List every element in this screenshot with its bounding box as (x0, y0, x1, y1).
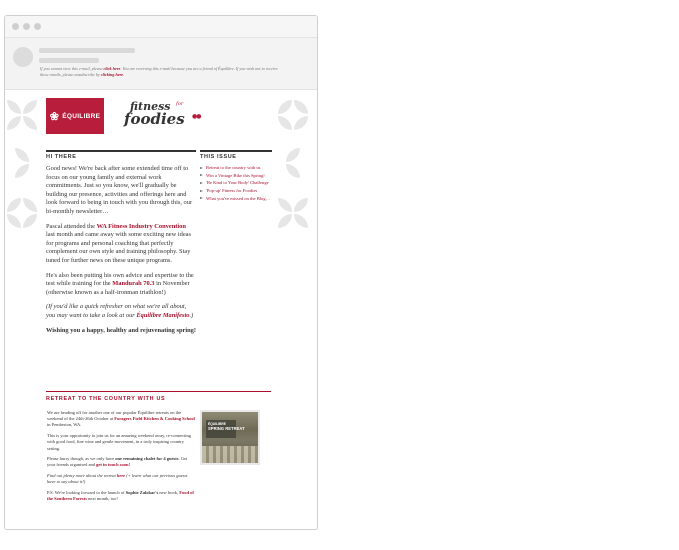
mandurah-link[interactable]: Mandurah 70.3 (112, 280, 155, 288)
cherries-icon: ●● (192, 113, 201, 120)
photo-caption-title: SPRING RETREAT (208, 426, 245, 431)
manifesto-paragraph: (If you'd like a quick refresher on what we're all about, you may want to take a look at our Équilibre Manifesto.) (46, 303, 194, 319)
retreat-paragraph-4: Find out plenty more about the retreat here (+ learn what our previous guests have to say about it!) (47, 473, 188, 485)
this-issue-heading: THIS ISSUE (200, 150, 272, 160)
intro-paragraph: Good news! We're back after some extended time off to focus on our young family and external work commitments. Just so you know, we'll gradually be building our presence, activities and offerings here and look forward to being in touch with you through this, our bi-monthly newsletter… (46, 165, 193, 215)
equilibre-mark-icon: ❀ (49, 110, 60, 123)
retreat-here-link[interactable]: here (116, 473, 126, 479)
book-link[interactable]: Food of the Southern Forests (47, 490, 194, 502)
unsubscribe-link[interactable]: clicking here (100, 72, 124, 77)
decorative-pattern-right (274, 98, 316, 248)
sender-avatar (13, 47, 33, 67)
window-title-bar (5, 16, 317, 38)
main-column (46, 165, 196, 341)
preheader-text: If you cannot view this e-mail, please click here. You are receiving this e-mail because you are a friend of Équilibre. If you wish not to receive these emails, please unsubscribe by clicking here. (40, 66, 278, 77)
retreat-paragraph-1: We are heading off for another one of our popular Équilibre retreats on the weekend of the 24th-26th October at Foragers Field Kitchen & Cooking School in Pemberton, WA. (47, 410, 195, 428)
convention-paragraph: Pascal attended the WA Fitness Industry Convention last month and came away with some exciting new ideas for programs and personal coaching that perfectly complement our own style and training philosophy. Stay tuned for further news on these unique programs. (46, 222, 191, 264)
issue-link-challenge[interactable]: 'Be Kind to Your Body' Challenge (200, 180, 272, 186)
issue-link-blog[interactable]: What you've missed on the Blog… (200, 196, 272, 202)
main-heading: HI THERE (46, 150, 196, 160)
fitness-for-foodies-logo[interactable] (124, 99, 214, 133)
window-minimize-dot[interactable] (23, 23, 30, 30)
subject-placeholder-line (39, 58, 99, 63)
decorative-pattern-left (5, 98, 41, 248)
foragers-link[interactable]: Foragers Field Kitchen & Cooking School (114, 416, 195, 422)
closing-paragraph: Wishing you a happy, healthy and rejuvenating spring! (46, 326, 196, 334)
manifesto-link[interactable]: Équilibre Manifesto (136, 311, 190, 319)
retreat-paragraph-5: P.S. We're looking forward to the launch of Sophie Zalokar's new book, Food of the Southern Forests next month, too! (47, 490, 194, 502)
issue-link-popup-fitness[interactable]: 'Pop-up' Fitness for Foodies (200, 188, 272, 194)
convention-link[interactable]: WA Fitness Industry Convention (96, 222, 186, 230)
logo-for-text: for (176, 101, 184, 107)
window-close-dot[interactable] (12, 23, 19, 30)
equilibre-logo[interactable] (46, 98, 104, 134)
retreat-heading: RETREAT TO THE COUNTRY WITH US (46, 391, 271, 402)
issue-link-retreat[interactable]: Retreat to the country with us (200, 165, 272, 171)
this-issue-sidebar (200, 165, 272, 204)
logo-fitness-text: fitness (130, 100, 171, 113)
issue-link-vintage-bike[interactable]: Win a Vintage Bike this Spring! (200, 173, 272, 179)
retreat-paragraph-3: Please hurry though, as we only have one remaining chalet for 4 guests. Get your friends organised and get in touch soon! (47, 456, 188, 468)
retreat-photo[interactable] (200, 410, 260, 465)
window-maximize-dot[interactable] (34, 23, 41, 30)
logo-foodies-text: foodies (124, 110, 185, 128)
mail-header (5, 38, 317, 90)
view-online-link[interactable]: click here (103, 66, 121, 71)
sender-placeholder-line (39, 48, 135, 53)
mandurah-paragraph: He's also been putting his own advice and expertise to the test while training for the Mandurah 70.3 in November (otherwise known as a half-ironman triathlon!) (46, 271, 194, 296)
retreat-paragraph-2: This is your opportunity to join us for an amazing weekend away, re-connecting with good food, fine wine and gentle movement, in a truly inspiring country setting. (47, 433, 192, 451)
get-in-touch-link[interactable]: get in touch soon! (96, 462, 131, 468)
equilibre-logo-text: ÉQUILIBRE (62, 112, 101, 120)
photo-caption-brand: ÉQUILIBRE (208, 422, 226, 426)
retreat-section (47, 410, 195, 507)
